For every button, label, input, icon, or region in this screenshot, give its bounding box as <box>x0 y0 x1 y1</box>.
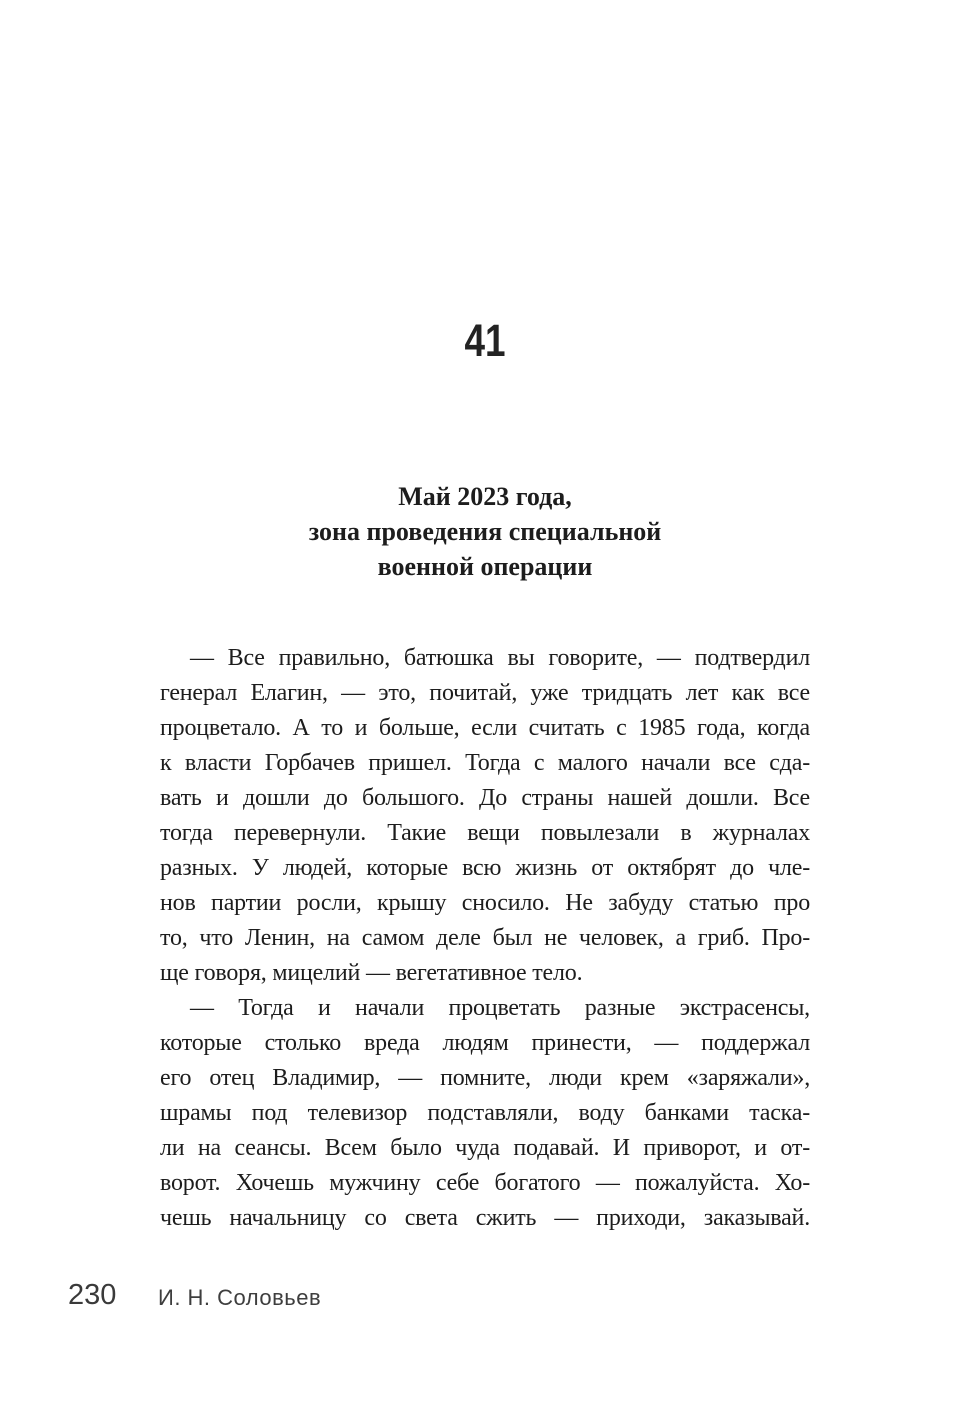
text-line: тогда перевернули. Такие вещи повылезали в журналах <box>160 820 810 846</box>
chapter-number <box>0 315 970 366</box>
heading-line: Май 2023 года, <box>398 482 572 511</box>
running-footer-author: И. Н. Соловьев <box>158 1285 322 1310</box>
text-line: которые столько вреда людям принести, — поддержал <box>160 1030 810 1056</box>
body-text <box>160 641 810 1236</box>
text-line: к власти Горбачев пришел. Тогда с малого начали все сда- <box>160 750 810 776</box>
text-line: ще говоря, мицелий — вегетативное тело. <box>160 960 583 986</box>
heading-line: зона проведения специальной <box>308 517 662 546</box>
text-line: разных. У людей, которые всю жизнь от октябрят до чле- <box>160 855 810 881</box>
page-number: 230 <box>68 1279 117 1311</box>
text-line: его отец Владимир, — помните, люди крем «заряжали», <box>160 1065 810 1091</box>
text-line: — Тогда и начали процветать разные экстрасенсы, <box>190 995 810 1021</box>
text-line: — Все правильно, батюшка вы говорите, — подтвердил <box>190 645 810 671</box>
heading-line: военной операции <box>377 552 593 581</box>
text-line: ли на сеансы. Всем было чуда подавай. И приворот, и от- <box>160 1135 810 1161</box>
text-line: шрамы под телевизор подставляли, воду банками таска- <box>160 1100 810 1126</box>
text-line: то, что Ленин, на самом деле был не человек, а гриб. Про- <box>160 925 810 951</box>
section-heading <box>0 479 970 584</box>
text-line: нов партии росли, крышу сносило. Не забуду статью про <box>160 890 810 916</box>
chapter-number-text: 41 <box>464 315 506 366</box>
text-line: ворот. Хочешь мужчину себе богатого — пожалуйста. Хо- <box>160 1170 810 1196</box>
text-line: чешь начальницу со света сжить — приходи, заказывай. <box>160 1205 810 1231</box>
text-line: вать и дошли до большого. До страны нашей дошли. Все <box>160 785 810 811</box>
text-line: процветало. А то и больше, если считать с 1985 года, когда <box>160 715 810 741</box>
text-line: генерал Елагин, — это, почитай, уже тридцать лет как все <box>160 680 810 706</box>
